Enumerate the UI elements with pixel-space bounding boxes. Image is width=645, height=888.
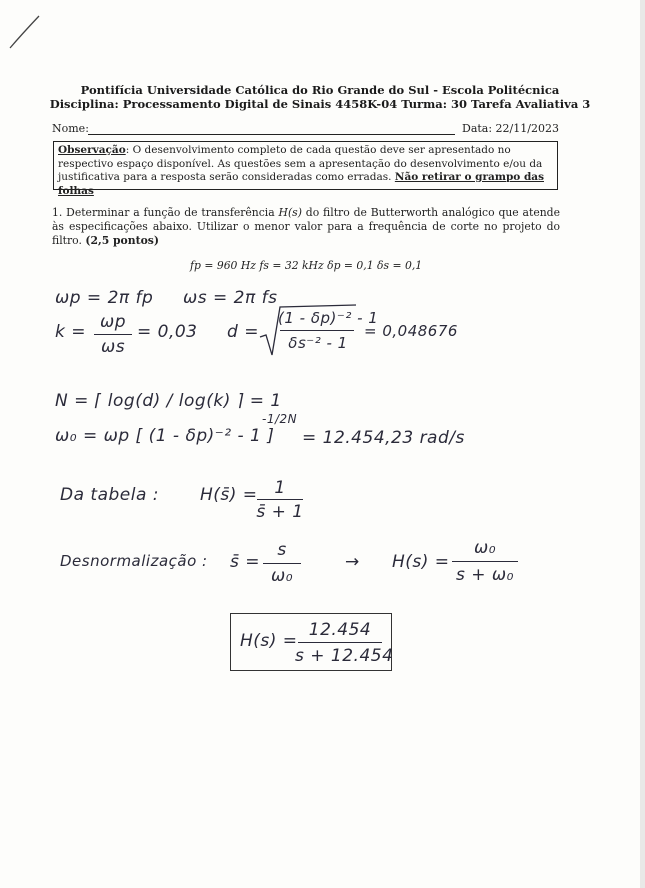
pen-mark-icon [8,14,42,50]
question-text-b: do filtro de Butterworth analógico que atende às especificações abaixo. Utilizar o menor valor para a frequência de corte no projeto do filtro. [52,206,560,247]
question-number: 1. [52,206,63,219]
hw-w0-lhs: ω₀ = ωp [ (1 - δp)⁻² - 1 ] [55,426,275,446]
hw-wp: ωp = 2π fp [55,288,154,308]
hw-k-val: = 0,03 [137,322,198,342]
course-header: Disciplina: Processamento Digital de Sinais 4458K-04 Turma: 30 Tarefa Avaliativa 3 [49,97,591,111]
observation-label: Observação [58,144,126,156]
hw-desn-lhs: s̄ = [230,552,261,572]
hw-d-lhs: d = [227,322,259,342]
observation-text: : O desenvolvimento completo de cada questão deve ser apresentado no respectivo espaço disponível. As questões sem a apresentação do desenvolvimento e/ou da justificativa para a resposta serão consideradas como erradas. [58,144,543,183]
hw-table-den: s̄ + 1 [256,502,304,522]
question-hs: H(s) [278,206,302,219]
question-text-a: Determinar a função de transferência [66,206,279,219]
hw-final-den: s + 12.454 [295,646,394,666]
hw-k-lhs: k = [55,322,86,342]
hw-desn-bar [263,563,301,564]
hw-final-lhs: H(s) = [240,631,298,651]
question-1 [52,206,560,248]
date-label: Data: 22/11/2023 [462,122,559,135]
hw-final-bar [298,642,382,643]
hw-k-num: ωp [99,312,127,332]
hw-desn-hden: s + ω₀ [456,565,514,585]
hw-table-label: Da tabela : [60,485,160,505]
arrow-right-icon: → [345,552,360,572]
hw-desn-hbar [452,561,518,562]
name-line [88,134,455,135]
hw-d-bar [280,330,354,331]
institution-header: Pontifícia Universidade Católica do Rio Grande do Sul - Escola Politécnica [80,83,560,97]
observation-box [53,141,558,197]
hw-d-num: (1 - δp)⁻² - 1 [278,309,379,327]
hw-desn-h: H(s) = [392,552,450,572]
hw-desn-den: ω₀ [270,566,294,586]
specifications: fp = 960 Hz fs = 32 kHz δp = 0,1 δs = 0,1 [190,259,423,272]
hw-d-den: δs⁻² - 1 [288,334,348,352]
hw-desn-num: s [277,540,287,560]
hw-k-den: ωs [100,337,126,357]
hw-table-bar [257,499,303,500]
hw-ws: ωs = 2π fs [183,288,278,308]
hw-desn-label: Desnormalização : [60,552,208,570]
hw-desn-hnum: ω₀ [473,538,497,558]
hw-final-num: 12.454 [308,620,372,640]
name-label: Nome: [52,122,89,135]
hw-order: N = ⌈ log(d) / log(k) ⌉ = 1 [55,391,282,411]
hw-k-bar [94,334,132,335]
hw-d-val: = 0,048676 [364,322,458,340]
staple-warning: Não retirar o grampo das folhas [58,171,544,197]
hw-w0-val: = 12.454,23 rad/s [302,428,465,448]
hw-table-lhs: H(s̄) = [200,485,258,505]
hw-w0-exp: -1/2N [262,412,298,426]
question-points: (2,5 pontos) [85,234,159,247]
hw-table-num: 1 [274,478,286,498]
